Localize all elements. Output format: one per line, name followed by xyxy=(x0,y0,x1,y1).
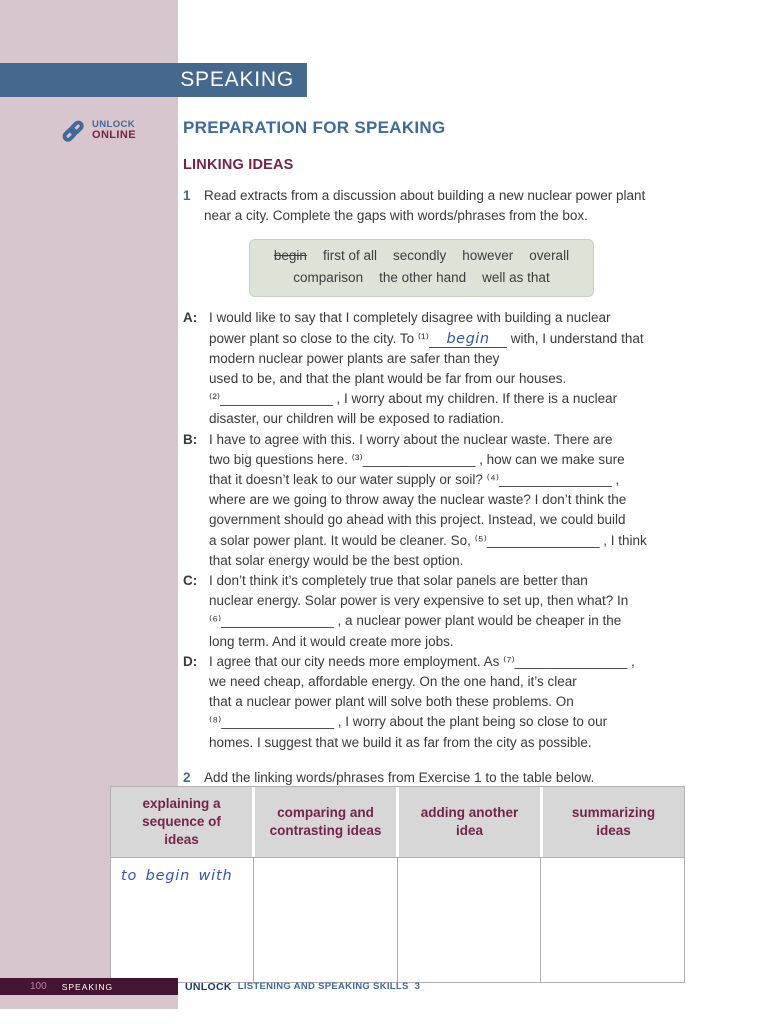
banner-title: SPEAKING xyxy=(180,68,294,91)
dialogue-line: homes. I suggest that we build it as far from the city as possible. xyxy=(209,734,592,750)
footer-page-bar xyxy=(0,978,178,995)
table-header-cell: explaining a sequence of ideas xyxy=(111,787,252,857)
footer-book-level: 3 xyxy=(414,981,421,992)
exercise-2-number: 2 xyxy=(183,769,191,785)
unlock-online-logo xyxy=(58,116,136,146)
table-cell-comparing[interactable] xyxy=(254,858,397,982)
word-box xyxy=(249,239,594,297)
word-box-row xyxy=(256,245,587,267)
dialogue-speaker-a xyxy=(183,308,665,429)
exercise-1-instruction-line: Read extracts from a discussion about building a new nuclear power plant xyxy=(204,188,646,203)
main-content xyxy=(183,118,665,788)
table-header-cell: adding another idea xyxy=(399,787,540,857)
dialogue-line-gap-8: ⁽⁸⁾_______________ , I worry about the plant being so close to our xyxy=(209,714,608,730)
footer-section-label: SPEAKING xyxy=(61,981,114,992)
dialogue-line: that a nuclear power plant will solve both these problems. On xyxy=(209,694,574,710)
speaker-label: D: xyxy=(183,653,198,669)
exercise-2-instruction: Add the linking words/phrases from Exercise 1 to the table below. xyxy=(204,769,595,785)
dialogue-line: I don’t think it’s completely true that solar panels are better than xyxy=(209,573,588,589)
subsection-heading: LINKING IDEAS xyxy=(183,157,294,173)
table-body-row xyxy=(111,858,684,982)
exercise-1-number: 1 xyxy=(183,188,191,203)
dialogue-line: used to be, and that the plant would be far from our houses. xyxy=(209,371,567,387)
dialogue-line: where are we going to throw away the nuclear waste? I don’t think the xyxy=(209,492,627,508)
dialogue-line-gap-2: ⁽²⁾_______________ , I worry about my children. If there is a nuclear xyxy=(209,391,618,407)
dialogue-speaker-c xyxy=(183,571,665,652)
dialogue-line-gap-7: I agree that our city needs more employment. As ⁽⁷⁾_______________ , xyxy=(209,653,635,669)
word-box-word: secondly xyxy=(392,248,447,264)
speaker-label: A: xyxy=(183,310,198,326)
word-box-word: well as that xyxy=(482,270,550,286)
dialogue-line: I would like to say that I completely disagree with building a nuclear xyxy=(209,310,611,326)
table-cell-summarizing[interactable] xyxy=(541,858,684,982)
table-header-row xyxy=(111,787,684,858)
dialogue-line-gap-6: ⁽⁶⁾_______________ , a nuclear power plant would be cheaper in the xyxy=(209,613,622,629)
dialogue-line: disaster, our children will be exposed to radiation. xyxy=(209,411,504,427)
dialogue-line-gap-3: two big questions here. ⁽³⁾_______________ , how can we make sure xyxy=(209,451,625,467)
dialogue-line: modern nuclear power plants are safer than they xyxy=(209,350,500,366)
footer-brand-logo: UNLOCK xyxy=(185,980,232,993)
word-box-row xyxy=(256,267,587,289)
handwritten-answer: to begin with xyxy=(121,868,233,884)
word-box-word: first of all xyxy=(322,248,377,264)
dialogue-line-gap-4: that it doesn’t leak to our water supply or soil? ⁽⁴⁾_______________ , xyxy=(209,472,620,488)
gap-1-answer[interactable]: begin xyxy=(429,332,507,348)
section-heading: PREPARATION FOR SPEAKING xyxy=(183,118,446,137)
logo-product: ONLINE xyxy=(92,129,136,142)
dialogue-speaker-b xyxy=(183,430,665,571)
chain-link-icon xyxy=(58,116,88,146)
exercise-1 xyxy=(183,186,665,226)
footer-book-title: LISTENING AND SPEAKING SKILLS xyxy=(237,981,409,992)
word-box-word: however xyxy=(462,248,514,264)
speaker-label: C: xyxy=(183,573,198,589)
speaking-banner xyxy=(0,63,307,97)
logo-text xyxy=(92,120,136,142)
word-box-word: overall xyxy=(529,248,570,264)
dialogue-line-gap-5: a solar power plant. It would be cleaner. So, ⁽⁵⁾_______________ , I think xyxy=(209,532,647,548)
dialogue-line: I have to agree with this. I worry about the nuclear waste. There are xyxy=(209,431,613,447)
word-box-word-struck: begin xyxy=(273,248,307,264)
line-post-gap: with, I understand that xyxy=(507,330,644,346)
linking-words-table xyxy=(110,786,685,983)
dialogue-line: nuclear energy. Solar power is very expensive to set up, then what? In xyxy=(209,593,629,609)
table-header-cell: summarizing ideas xyxy=(543,787,684,857)
speaker-label: B: xyxy=(183,431,198,447)
dialogue-speaker-d xyxy=(183,652,665,753)
dialogue-line-with-gap xyxy=(209,329,665,349)
dialogue-line: government should go ahead with this project. Instead, we could build xyxy=(209,512,626,528)
page-number: 100 xyxy=(30,981,47,992)
line-pre-gap: power plant so close to the city. To ⁽¹⁾ xyxy=(209,330,429,346)
dialogue-line: that solar energy would be the best option. xyxy=(209,552,464,568)
dialogue-line: we need cheap, affordable energy. On the one hand, it’s clear xyxy=(209,674,577,690)
footer-book-info xyxy=(185,978,420,995)
dialogue-line: long term. And it would create more jobs. xyxy=(209,633,454,649)
exercise-1-instruction-line: near a city. Complete the gaps with words/phrases from the box. xyxy=(204,208,588,224)
table-header-cell: comparing and contrasting ideas xyxy=(255,787,396,857)
table-cell-adding[interactable] xyxy=(398,858,541,982)
table-cell-sequence[interactable] xyxy=(111,858,254,982)
word-box-word: comparison xyxy=(293,270,364,286)
word-box-word: the other hand xyxy=(379,270,467,286)
logo-brand: UNLOCK xyxy=(92,119,136,131)
